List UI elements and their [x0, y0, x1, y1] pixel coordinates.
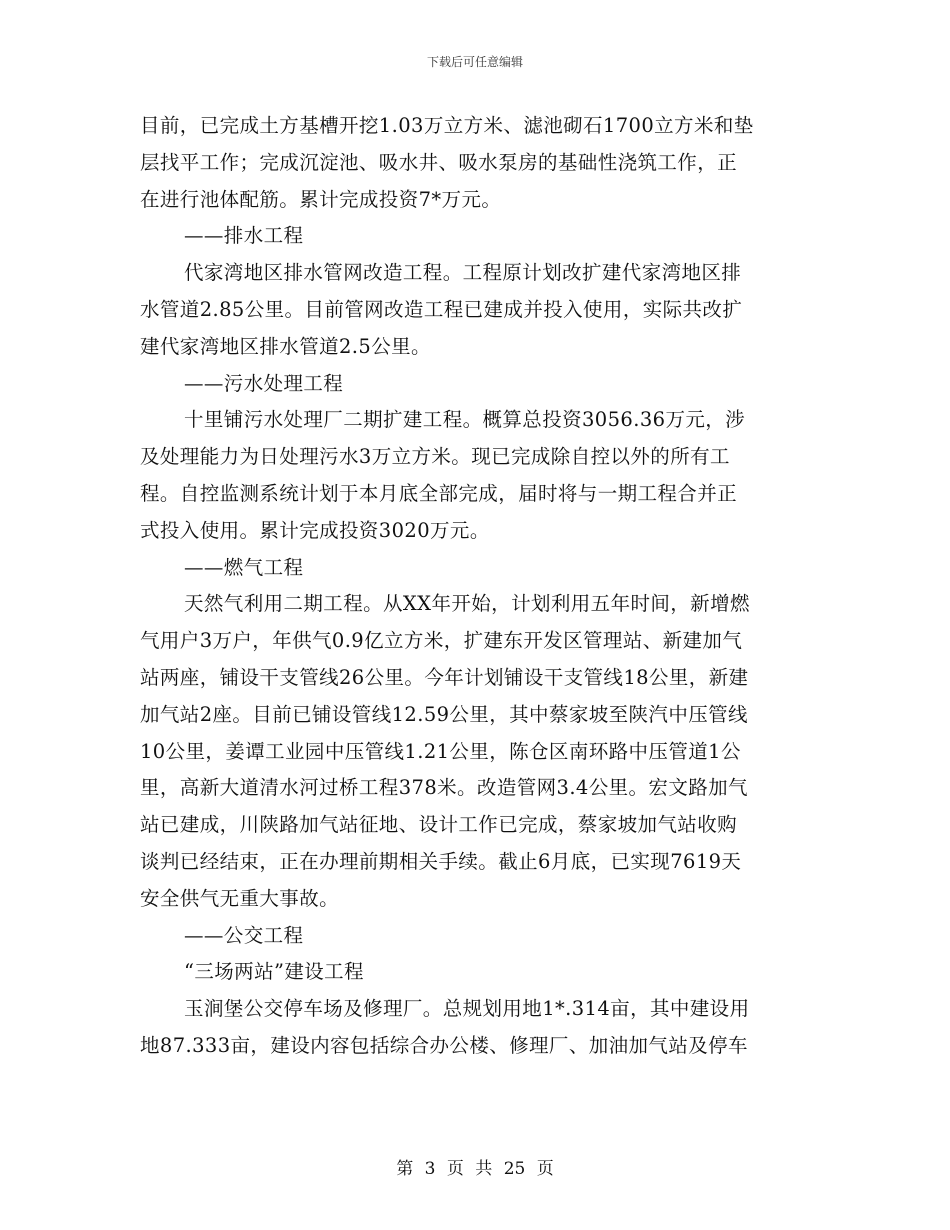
- text-line: 安全供气无重大事故。: [140, 886, 340, 910]
- text-line: 加气站2座。目前已铺设管线12.59公里，其中蔡家坡至陕汽中压管线: [140, 702, 748, 726]
- text-line: ——污水处理工程: [184, 371, 344, 395]
- text-line: 在进行池体配筋。累计完成投资7*万元。: [140, 187, 502, 211]
- text-line: ——公交工程: [184, 923, 304, 947]
- text-line: 玉涧堡公交停车场及修理厂。总规划用地1*.314亩，其中建设用: [184, 997, 750, 1021]
- text-line: 程。自控监测系统计划于本月底全部完成，届时将与一期工程合并正: [140, 481, 738, 505]
- text-line: 式投入使用。累计完成投资3020万元。: [140, 518, 490, 542]
- text-line: 及处理能力为日处理污水3万立方米。现已完成除自控以外的所有工: [140, 445, 730, 469]
- page-footer: 第 3 页 共 25 页: [396, 1159, 554, 1179]
- text-line: 建代家湾地区排水管道2.5公里。: [140, 334, 431, 358]
- text-line: ——燃气工程: [184, 555, 304, 579]
- text-line: 十里铺污水处理厂二期扩建工程。概算总投资3056.36万元，涉: [184, 408, 746, 432]
- text-line: 目前，已完成土方基槽开挖1.03万立方米、滤池砌石1700立方米和垫: [140, 114, 754, 137]
- text-line: 层找平工作；完成沉淀池、吸水井、吸水泵房的基础性浇筑工作，正: [140, 150, 738, 174]
- page-header: 下载后可任意编辑: [426, 55, 523, 69]
- text-line: 10公里，姜谭工业园中压管线1.21公里，陈仓区南环路中压管道1公: [140, 739, 741, 763]
- text-line: 水管道2.85公里。目前管网改造工程已建成并投入使用，实际共改扩: [140, 297, 743, 321]
- text-line: 里，高新大道清水河过桥工程378米。改造管网3.4公里。宏文路加气: [140, 776, 748, 800]
- text-line: 气用户3万户，年供气0.9亿立方米，扩建东开发区管理站、新建加气: [140, 629, 743, 653]
- text-line: 站已建成，川陕路加气站征地、设计工作已完成，蔡家坡加气站收购: [140, 813, 738, 837]
- text-line: 天然气利用二期工程。从XX年开始，计划利用五年时间，新增燃: [184, 592, 750, 616]
- text-line: 代家湾地区排水管网改造工程。工程原计划改扩建代家湾地区排: [184, 261, 742, 285]
- text-line: “三场两站”建设工程: [184, 960, 364, 984]
- text-line: 站两座，铺设干支管线26公里。今年计划铺设干支管线18公里，新建: [140, 665, 749, 689]
- document-body: [140, 108, 820, 1065]
- text-line: 地87.333亩，建设内容包括综合办公楼、修理厂、加油加气站及停车: [140, 1033, 748, 1057]
- text-line: ——排水工程: [184, 224, 304, 248]
- text-line: 谈判已经结束，正在办理前期相关手续。截止6月底，已实现7619天: [140, 849, 742, 873]
